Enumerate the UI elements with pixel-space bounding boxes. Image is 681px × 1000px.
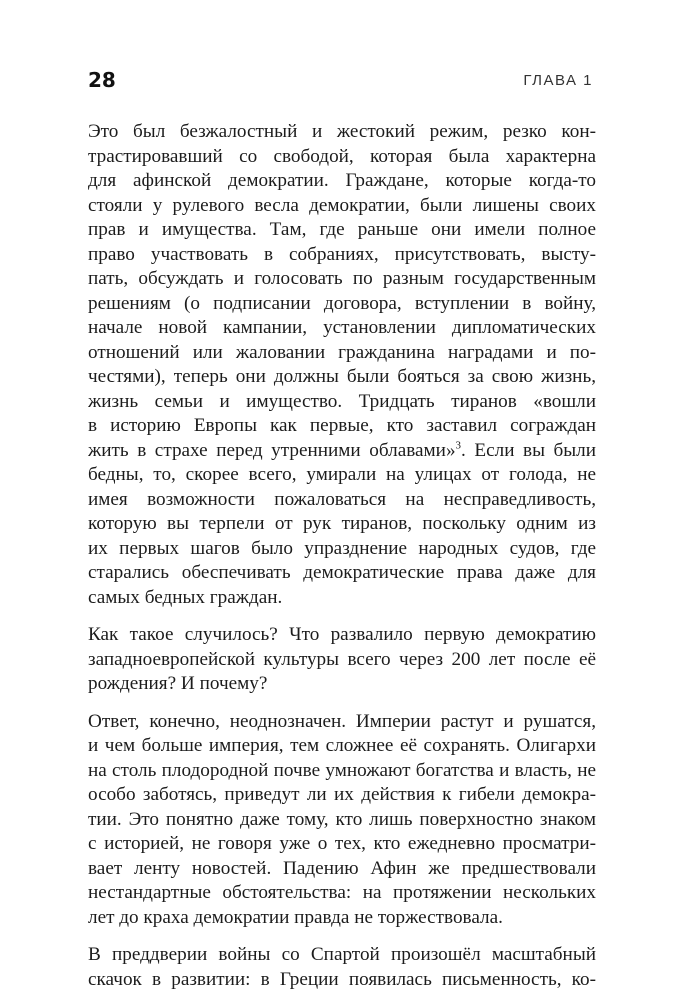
text-line: жизнь семьи и имущество. Тридцать тиранов «вошли [88, 390, 596, 412]
text-line: с историей, не говоря уже о тех, кто ежедневно просматри- [88, 833, 596, 854]
footnote-mark[interactable]: 3 [455, 439, 462, 452]
text-line: пать, обсуждать и голосовать по разным государственным [88, 268, 596, 289]
text-line: тии. Это понятно даже тому, кто лишь поверхностно знаком [88, 808, 596, 830]
text-line: самых бедных граждан. [88, 586, 283, 608]
page-number: 28 [88, 68, 116, 92]
text-line: Это был безжалостный и жестокий режим, резко кон- [88, 121, 596, 142]
text-line: и чем больше империя, тем сложнее её сохранять. Олигархи [88, 735, 596, 756]
text-line: Ответ, конечно, неоднозначен. Империи растут и рушатся, [88, 710, 596, 732]
text-line: которую вы терпели от рук тиранов, поскольку одним из [88, 513, 596, 534]
text-line: трастировавший со свободой, которая была характерна [88, 145, 596, 167]
paragraph-2 [88, 623, 596, 697]
text-line: скачок в развитии: в Греции появилась письменность, ко- [88, 968, 596, 990]
text-line-with-footnote [88, 439, 596, 464]
text-line: начале новой кампании, установлении дипломатических [88, 317, 596, 338]
chapter-title: ГЛАВА 1 [523, 71, 593, 89]
body-text [88, 120, 596, 1000]
text-line: на столь плодородной почве умножают богатства и власть, не [88, 759, 596, 781]
text-line: рождения? И почему? [88, 673, 268, 694]
text-line: решениям (о подписании договора, вступлении в войну, [88, 292, 596, 314]
text-line: лет до краха демократии правда не торжествовала. [88, 906, 503, 928]
paragraph-4 [88, 943, 596, 992]
text-line: для афинской демократии. Граждане, которые когда-то [88, 170, 596, 191]
text-line: вает ленту новостей. Падению Афин же предшествовали [88, 857, 596, 879]
text-line: стояли у рулевого весла демократии, были лишены своих [88, 194, 596, 216]
paragraph-1 [88, 120, 596, 610]
text-line: старались обеспечивать демократические права даже для [88, 562, 596, 583]
text-line: отношений или жаловании гражданина наградами и по- [88, 341, 596, 363]
page-header [88, 66, 593, 94]
text-line: западноевропейской культуры всего через 200 лет после её [88, 648, 596, 670]
text-line: честями), теперь они должны были бояться за свою жизнь, [88, 366, 596, 387]
text-line: прав и имущества. Там, где раньше они имели полное [88, 219, 596, 240]
text-line: В преддверии войны со Спартой произошёл масштабный [88, 944, 596, 965]
paragraph-3 [88, 710, 596, 931]
text-line: их первых шагов было упразднение народных судов, где [88, 537, 596, 559]
text-line: право участвовать в собраниях, присутствовать, высту- [88, 243, 596, 265]
text-line-part: жить в страхе перед утренними облавами» [88, 439, 456, 461]
text-line: Как такое случилось? Что развалило первую демократию [88, 624, 596, 645]
text-line: особо заботясь, приведут ли их действия к гибели демокра- [88, 784, 596, 805]
text-line: в историю Европы как первые, кто заставил сограждан [88, 415, 596, 436]
text-line: имея возможности пожаловаться на несправедливость, [88, 488, 596, 510]
text-line: бедны, то, скорее всего, умирали на улицах от голода, не [88, 464, 596, 485]
text-line-part: . Если вы были [461, 439, 596, 461]
text-line: нестандартные обстоятельства: на протяжении нескольких [88, 882, 596, 903]
